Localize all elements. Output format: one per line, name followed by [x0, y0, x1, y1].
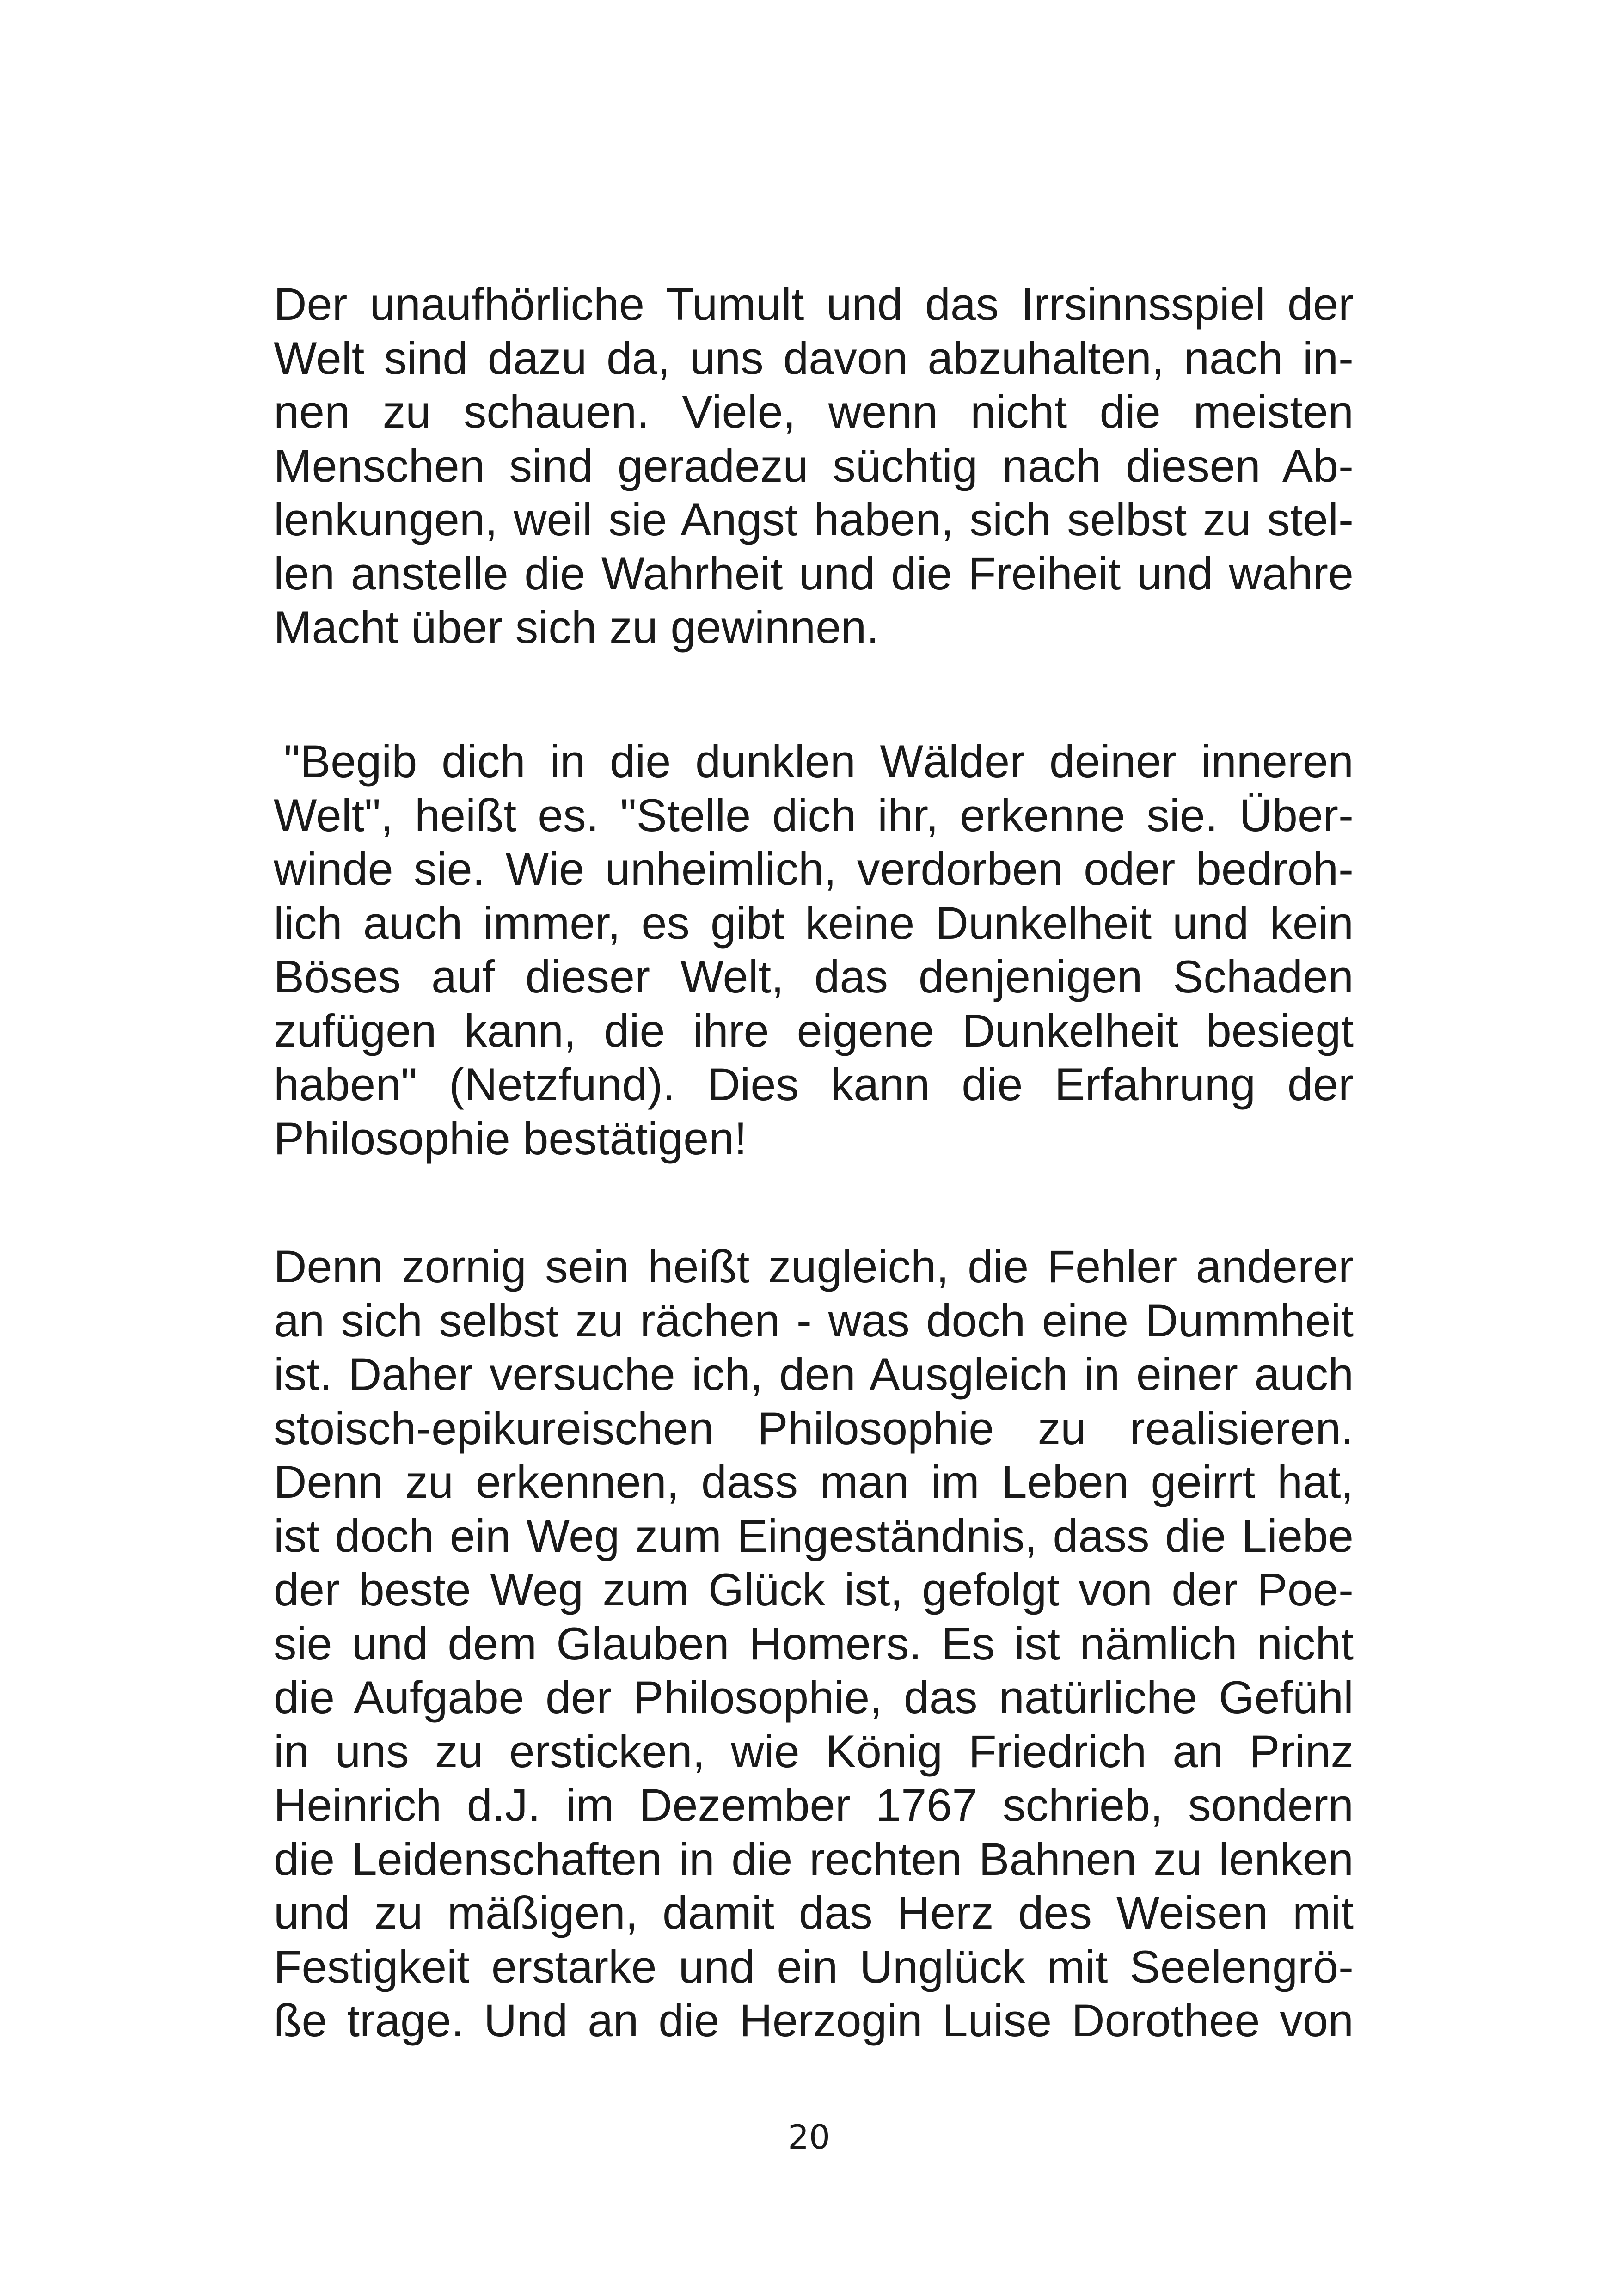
text-line: ist doch ein Weg zum Eingeständnis, dass die Liebe: [274, 1510, 1354, 1561]
text-line: die Leidenschaften in die rechten Bahnen zu lenken: [274, 1833, 1354, 1885]
text-line: haben" (Netzfund). Dies kann die Erfahrung der: [274, 1059, 1354, 1110]
text-line: Böses auf dieser Welt, das denjenigen Schaden: [274, 951, 1354, 1002]
text-line: sie und dem Glauben Homers. Es ist nämlich nicht: [274, 1617, 1354, 1669]
text-line: winde sie. Wie unheimlich, verdorben oder bedroh-: [274, 843, 1354, 894]
text-line: Festigkeit erstarke und ein Unglück mit Seelengrö-: [274, 1941, 1354, 1992]
text-line: Denn zornig sein heißt zugleich, die Fehler anderer: [274, 1241, 1354, 1292]
text-line: ist. Daher versuche ich, den Ausgleich in einer auch: [274, 1348, 1354, 1400]
paragraph-2: [274, 735, 1354, 1165]
text-line: Denn zu erkennen, dass man im Leben geirrt hat,: [274, 1456, 1354, 1507]
paragraph-3: [274, 1240, 1354, 2048]
text-line: "Begib dich in die dunklen Wälder deiner inneren: [284, 735, 1354, 787]
text-line: len anstelle die Wahrheit und die Freiheit und wahre: [274, 547, 1354, 599]
text-line: lich auch immer, es gibt keine Dunkelheit und kein: [274, 897, 1354, 949]
text-line: stoisch-epikureischen Philosophie zu realisieren.: [274, 1402, 1354, 1454]
text-line: Macht über sich zu gewinnen.: [274, 601, 879, 653]
text-line: die Aufgabe der Philosophie, das natürliche Gefühl: [274, 1671, 1354, 1723]
page-number: 20: [788, 2118, 830, 2156]
paragraph-1: [274, 277, 1354, 655]
text-line: der beste Weg zum Glück ist, gefolgt von der Poe-: [274, 1564, 1354, 1615]
text-line: nen zu schauen. Viele, wenn nicht die meisten: [274, 386, 1354, 437]
text-line: Welt sind dazu da, uns davon abzuhalten, nach in-: [274, 332, 1354, 384]
text-line: lenkungen, weil sie Angst haben, sich selbst zu stel-: [274, 494, 1354, 545]
text-line: Philosophie bestätigen!: [274, 1112, 747, 1164]
text-line: an sich selbst zu rächen - was doch eine Dummheit: [274, 1294, 1354, 1346]
text-line: Heinrich d.J. im Dezember 1767 schrieb, sondern: [274, 1779, 1354, 1831]
text-line: in uns zu ersticken, wie König Friedrich an Prinz: [274, 1725, 1354, 1777]
text-line: Welt", heißt es. "Stelle dich ihr, erkenne sie. Über-: [274, 789, 1354, 841]
text-line: ße trage. Und an die Herzogin Luise Dorothee von: [274, 1995, 1354, 2046]
text-line: Der unaufhörliche Tumult und das Irrsinnsspiel der: [274, 278, 1354, 330]
text-line: zufügen kann, die ihre eigene Dunkelheit besiegt: [274, 1004, 1354, 1056]
text-line: und zu mäßigen, damit das Herz des Weisen mit: [274, 1887, 1354, 1938]
text-line: Menschen sind geradezu süchtig nach diesen Ab-: [274, 440, 1354, 491]
